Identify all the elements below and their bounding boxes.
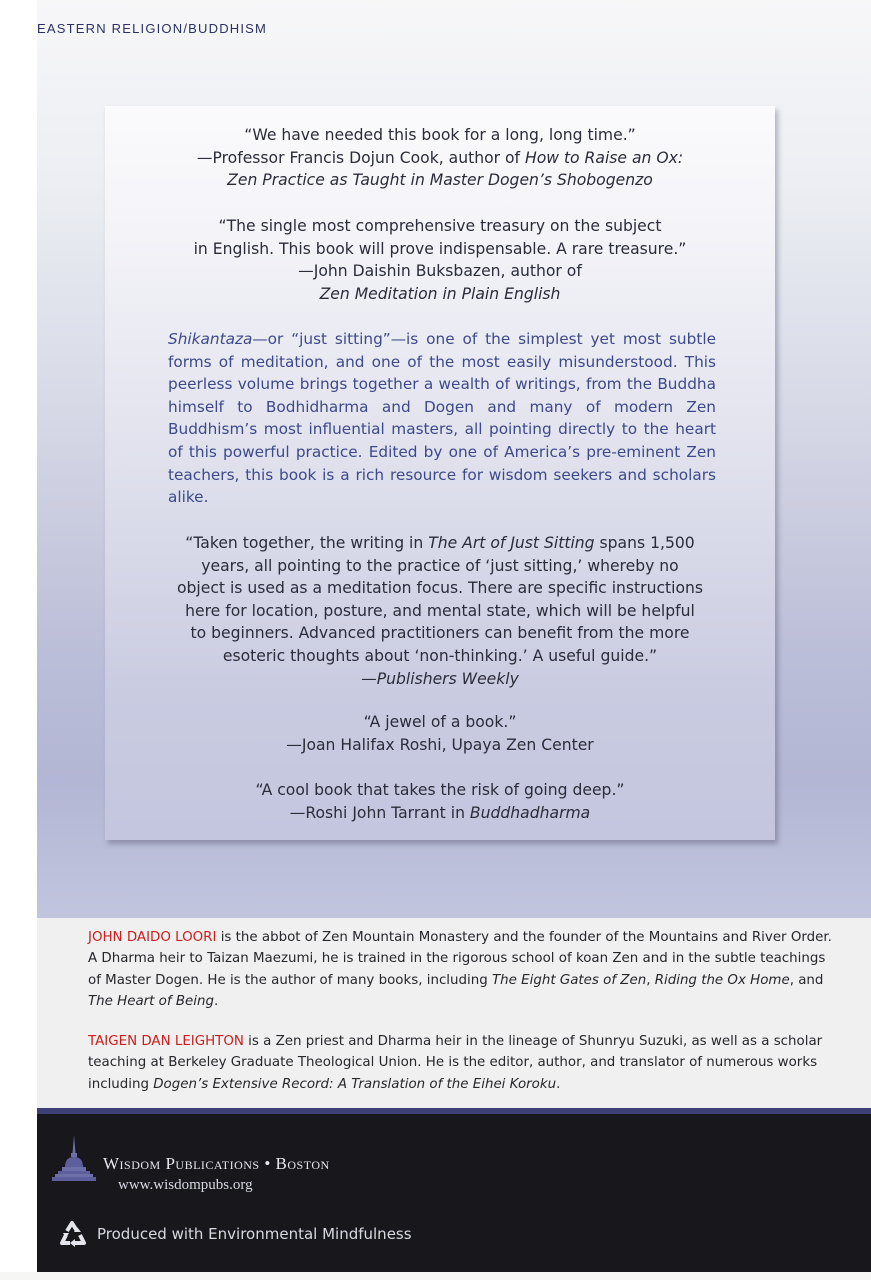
quote-text (105, 532, 775, 555)
book-title: Dogen’s Extensive Record: A Translation of the Eihei Koroku (153, 1076, 557, 1092)
attribution-text: —Roshi John Tarrant in (289, 803, 470, 822)
bio-loori (88, 927, 838, 1013)
publisher-name: Wisdom Publications • Boston (103, 1154, 330, 1173)
eco-note: Produced with Environmental Mindfulness (97, 1225, 412, 1243)
book-title-line (105, 283, 775, 306)
quote-text: “The single most comprehensive treasury on the subject (218, 217, 662, 235)
quote-cook (105, 124, 775, 192)
publisher-website: www.wisdompubs.org (118, 1177, 253, 1193)
recycle-icon (58, 1218, 88, 1252)
back-cover (37, 0, 871, 1272)
author-name: TAIGEN DAN LEIGHTON (88, 1034, 244, 1049)
bio-text: is a Zen priest and Dharma heir in the lineage of Shunryu Suzuki, as well as a scholar teaching at Berkeley Graduate Theological Union. He is the editor, author, and translator of numerous works including (88, 1034, 823, 1092)
book-title: The Art of Just Sitting (428, 534, 595, 552)
quote-text: “A cool book that takes the risk of going deep.” (255, 781, 625, 799)
page-edge (0, 0, 37, 1280)
attribution-source: Buddhadharma (469, 803, 591, 822)
attribution-source: —Publishers Weekly (361, 669, 519, 688)
quote-text: years, all pointing to the practice of ‘just sitting,’ whereby no (201, 556, 679, 575)
category-label: EASTERN RELIGION/BUDDHISM (37, 21, 268, 36)
bio-leighton (88, 1031, 838, 1095)
quote-publishers-weekly (105, 532, 775, 690)
bio-text: , and (789, 972, 824, 988)
book-title: The Eight Gates of Zen (491, 972, 647, 988)
author-bios (37, 918, 871, 1108)
quote-text: in English. This book will prove indispensable. A rare treasure.” (193, 239, 687, 258)
bio-text: , (646, 972, 655, 988)
quote-attribution: —John Daishin Buksbazen, author of (298, 262, 582, 281)
quote-tarrant (105, 779, 775, 824)
book-title: Zen Meditation in Plain English (319, 284, 561, 303)
bio-text: is the abbot of Zen Mountain Monastery and the founder of the Mountains and River Order. A Dharma heir to Taizan Maezumi, he is trained in the rigorous school of koan Zen and in the subtle teachings of Master Dogen. He is the author of many books, including (88, 930, 832, 988)
description-lead: Shikantaza (168, 330, 253, 348)
author-name: JOHN DAIDO LOORI (88, 930, 217, 945)
quote-attribution (105, 147, 775, 170)
bio-text: . (556, 1076, 561, 1092)
quote-text: esoteric thoughts about ‘non-thinking.’ A useful guide.” (222, 646, 658, 665)
publisher-footer (37, 1108, 871, 1272)
attribution-text: —Professor Francis Dojun Cook, author of (196, 148, 525, 167)
description-text: —or “just sitting”—is one of the simplest yet most subtle forms of meditation, and one of the most easily misunderstood. This peerless volume brings together a wealth of writings, from the Buddha himself to Bodhidharma and Dogen and many of modern Zen Buddhism’s most influential masters, all pointing directly to the heart of this powerful practice. Edited by one of America’s pre-eminent Zen teachers, this book is a rich resource for wisdom seekers and scholars alike. (168, 330, 716, 507)
quote-attribution (105, 802, 775, 825)
blurb-panel (105, 106, 775, 840)
page-bottom-edge (0, 1272, 871, 1280)
book-title-line (105, 169, 775, 192)
quote-text-part: spans 1,500 (594, 534, 695, 552)
quote-halifax (105, 711, 775, 756)
book-title: Riding the Ox Home (654, 972, 790, 988)
quote-text: “We have needed this book for a long, long time.” (244, 126, 636, 144)
book-title: The Heart of Being (88, 994, 214, 1010)
book-title: Zen Practice as Taught in Master Dogen’s Shobogenzo (227, 171, 653, 190)
quote-text: here for location, posture, and mental state, which will be helpful (185, 601, 695, 620)
quote-attribution: —Joan Halifax Roshi, Upaya Zen Center (286, 735, 594, 754)
quote-text-part: “Taken together, the writing in (185, 534, 429, 552)
bio-text: . (213, 994, 219, 1010)
quote-text: object is used as a meditation focus. There are specific instructions (176, 579, 704, 598)
quote-text: “A jewel of a book.” (363, 713, 517, 731)
quote-attribution (105, 668, 775, 691)
quote-text: to beginners. Advanced practitioners can benefit from the more (190, 624, 690, 643)
stupa-icon (52, 1133, 96, 1195)
book-description (168, 328, 716, 509)
quote-buksbazen (105, 215, 775, 305)
book-title: How to Raise an Ox: (524, 148, 684, 167)
